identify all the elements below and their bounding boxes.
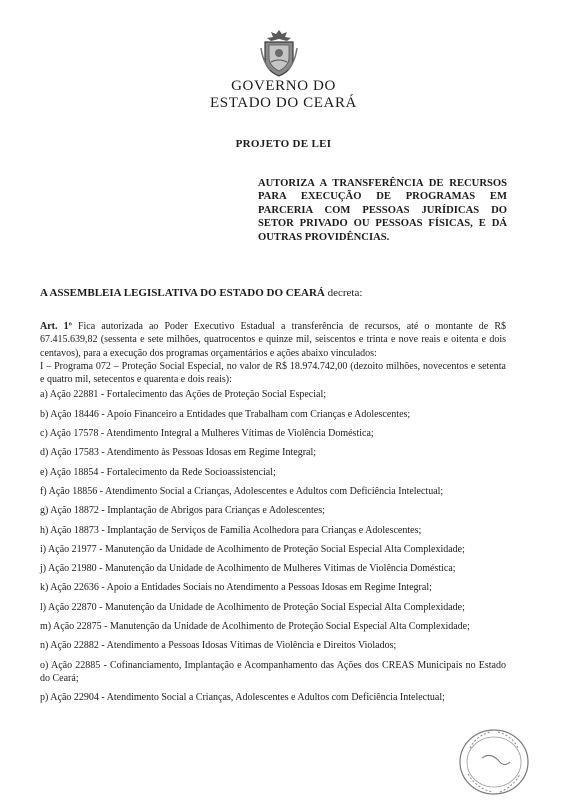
enacting-clause-bold: A ASSEMBLEIA LEGISLATIVA DO ESTADO DO CEARÁ — [40, 287, 325, 299]
list-item: m) Ação 22875 - Manutenção da Unidade de Acolhimento de Proteção Social Especial Alta Complexidade; — [40, 621, 470, 633]
list-item: h) Ação 18873 - Implantação de Serviços de Família Acolhedora para Crianças e Adolescentes; — [40, 524, 422, 536]
list-item: f) Ação 18856 - Atendimento Social a Crianças, Adolescentes e Adultos com Deficiência Intelectual; — [40, 485, 444, 497]
list-item: a) Ação 22881 - Fortalecimento das Ações de Proteção Social Especial; — [40, 389, 327, 401]
ementa: AUTORIZA A TRANSFERÊNCIA DE RECURSOS PARA EXECUÇÃO DE PROGRAMAS EM PARCERIA COM PESSOAS JURÍDICAS DO SETOR PRIVADO OU PESSOAS FÍSICAS, E DÁ OUTRAS PROVIDÊNCIAS. — [258, 178, 507, 243]
protocol-stamp-icon — [446, 718, 534, 802]
list-item: p) Ação 22904 - Atendimento Social a Crianças, Adolescentes e Adultos com Deficiência Intelectual; — [40, 692, 445, 704]
document-type: PROJETO DE LEI — [235, 138, 332, 150]
list-item: k) Ação 22636 - Apoio a Entidades Sociais no Atendimento a Pessoas Idosas em Regime Integral; — [40, 582, 432, 594]
list-item: l) Ação 22870 - Manutenção da Unidade de Acolhimento de Proteção Social Especial Alta Complexidade; — [40, 601, 465, 613]
list-item: i) Ação 21977 - Manutenção da Unidade de Acolhimento de Proteção Social Especial Alta Complexidade; — [40, 543, 465, 555]
article-1-text: Fica autorizada ao Poder Executivo Estadual a transferência de recursos, até o montante de R$ 67.415.639,82 (sessenta e sete milhões, quatrocentos e quinze mil, seiscentos e trinta e nove reais e oitenta e dois centavos), para a execução dos programas orçamentários e ações abaixo vinculados: — [40, 321, 506, 359]
list-item: g) Ação 18872 - Implantação de Abrigos para Crianças e Adolescentes; — [40, 505, 325, 517]
government-title-line1: GOVERNO DO — [231, 78, 336, 94]
list-item: n) Ação 22882 - Atendimento a Pessoas Idosas Vítimas de Violência e Direitos Violados; — [40, 640, 397, 652]
list-item: d) Ação 17583 - Atendimento às Pessoas Idosas em Regime Integral; — [40, 447, 317, 459]
list-item: j) Ação 21980 - Manutenção da Unidade de Acolhimento de Mulheres Vítimas de Violência Doméstica; — [40, 563, 456, 575]
enacting-clause — [40, 287, 520, 299]
list-item: c) Ação 17578 - Atendimento Integral a Mulheres Vítimas de Violência Doméstica; — [40, 428, 374, 440]
ceara-coat-of-arms-icon — [258, 28, 300, 78]
article-1-label: Art. 1º — [40, 321, 72, 332]
list-item: o) Ação 22885 - Cofinanciamento, Implantação e Acompanhamento das Ações dos CREAS Municipais no Estado do Ceará; — [40, 659, 506, 684]
document-body — [40, 320, 506, 711]
enacting-clause-rest: decreta: — [324, 287, 363, 299]
article-1 — [40, 320, 506, 360]
government-title-line2: ESTADO DO CEARÁ — [210, 95, 357, 111]
list-item: b) Ação 18446 - Apoio Financeiro a Entidades que Trabalham com Crianças e Adolescentes; — [40, 408, 411, 420]
list-item: e) Ação 18854 - Fortalecimento da Rede Socioassistencial; — [40, 466, 276, 478]
program-line: I – Programa 072 – Proteção Social Especial, no valor de R$ 18.974.742,00 (dezoito milhões, novecentos e setenta e quatro mil, setecentos e quarenta e dois reais): — [40, 360, 506, 386]
